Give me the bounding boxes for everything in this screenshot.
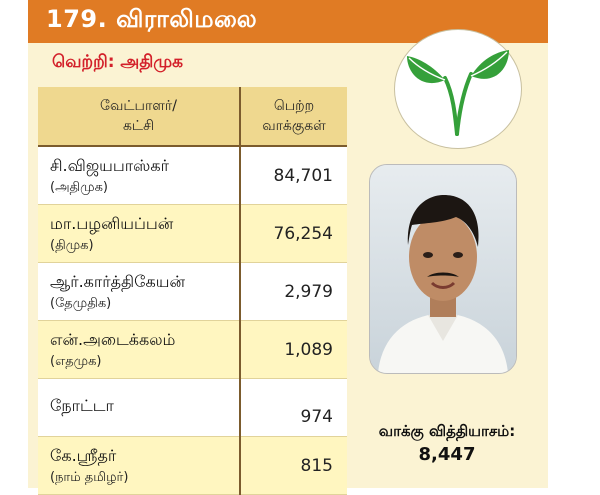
table-row [38,146,347,205]
candidate-portrait [370,165,516,373]
table-row [38,379,347,437]
candidate-name: கே.ஶ்ரீதர் [50,445,117,465]
constituency-title [46,5,257,36]
candidate-cell [38,437,240,495]
candidate-name: சி.விஜயபாஸ்கர் [50,155,169,175]
votes-cell [240,205,347,263]
candidate-name: ஆர்.கார்த்திகேயன் [50,271,185,291]
candidate-name: நோட்டா [50,395,114,415]
vote-count: 2,979 [284,281,333,302]
candidate-cell [38,379,240,437]
votes-cell [240,263,347,321]
candidate-cell [38,263,240,321]
candidate-cell [38,321,240,379]
results-table [38,87,347,495]
votes-column-header: பெற்ற வாக்குகள் [240,87,347,146]
margin-value: 8,447 [418,444,476,465]
candidate-cell [38,205,240,263]
vote-count: 76,254 [273,223,333,244]
table-row [38,321,347,379]
vote-count: 84,701 [273,165,333,186]
candidate-party: (தேமுதிக) [50,295,112,311]
margin-label: வாக்கு வித்தியாசம்: [378,422,516,440]
constituency-number: 179. [46,5,108,33]
candidate-name: என்.அடைக்கலம் [50,329,176,349]
candidate-name: மா.பழனியப்பன் [50,213,174,233]
vote-count: 1,089 [284,339,333,360]
candidate-party: (எதமுக) [50,353,102,369]
candidate-column-header: வேட்பாளர்/ கட்சி [38,87,240,146]
candidate-party: (திமுக) [50,237,94,253]
candidate-party: (நாம் தமிழர்) [50,469,129,485]
candidate-cell [38,146,240,205]
winner-line [52,52,183,74]
vote-count: 815 [300,455,333,476]
party-symbol [394,29,522,149]
votes-cell [240,321,347,379]
candidate-photo [369,164,517,374]
winner-party: அதிமுக [120,52,183,72]
two-leaves-icon [395,30,521,148]
votes-cell [240,379,347,437]
winner-label: வெற்றி: [52,52,115,72]
votes-cell [240,146,347,205]
table-row [38,263,347,321]
votes-cell [240,437,347,495]
table-header-row [38,87,347,146]
constituency-name: விராலிமலை [116,5,258,33]
vote-count: 974 [300,406,333,427]
table-row [38,205,347,263]
candidate-party: (அதிமுக) [50,179,108,195]
table-row [38,437,347,495]
